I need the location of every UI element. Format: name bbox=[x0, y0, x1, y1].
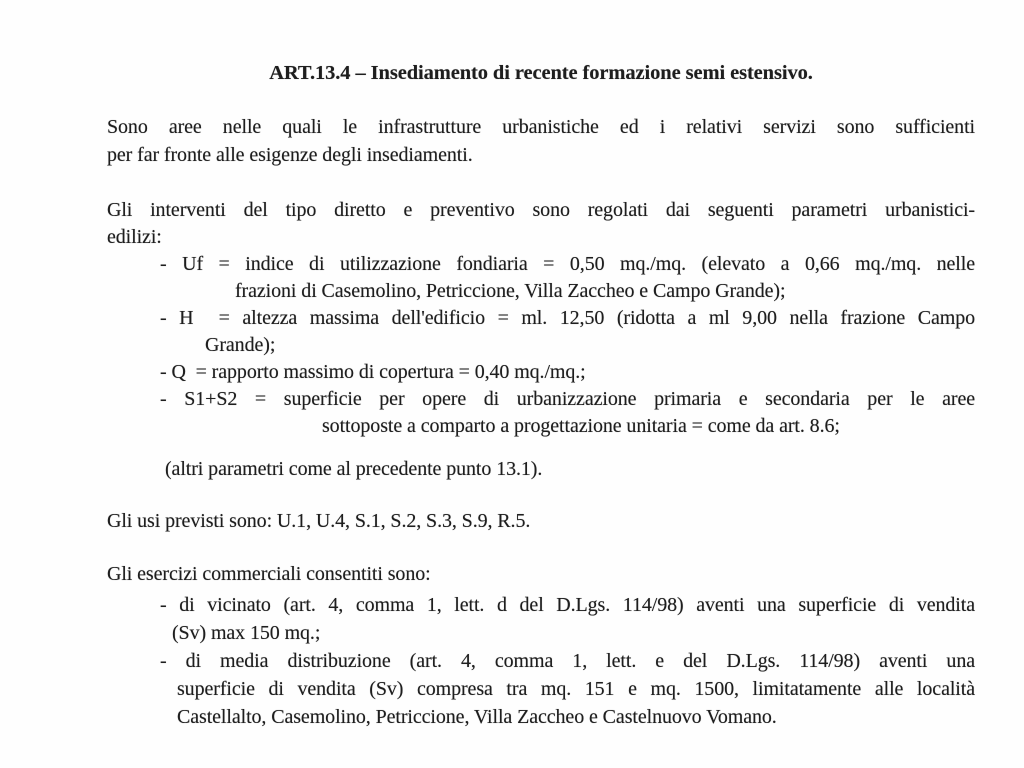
intro-line-2: per far fronte alle esigenze degli insediamenti. bbox=[107, 143, 473, 166]
parametri-paragraph bbox=[107, 197, 975, 440]
param-h-line-1: - H = altezza massima dell'edificio = ml. 12,50 (ridotta a ml 9,00 nella frazione Campo bbox=[160, 307, 975, 329]
param-uf-line-1: - Uf = indice di utilizzazione fondiaria = 0,50 mq./mq. (elevato a 0,66 mq./mq. nelle bbox=[160, 253, 975, 275]
param-s1s2-line-1: - S1+S2 = superficie per opere di urbanizzazione primaria e secondaria per le aree bbox=[160, 388, 975, 410]
usi-line: Gli usi previsti sono: U.1, U.4, S.1, S.2, S.3, S.9, R.5. bbox=[107, 510, 531, 532]
param-s1s2-line-2: sottoposte a comparto a progettazione unitaria = come da art. 8.6; bbox=[322, 415, 840, 437]
usi-paragraph bbox=[107, 508, 975, 535]
esercizi-vicinato-line-1: - di vicinato (art. 4, comma 1, lett. d del D.Lgs. 114/98) aventi una superficie di vendita bbox=[160, 594, 975, 616]
param-uf-line-2: frazioni di Casemolino, Petriccione, Villa Zaccheo e Campo Grande); bbox=[235, 280, 786, 302]
esercizi-lead-line: Gli esercizi commerciali consentiti sono: bbox=[107, 563, 431, 585]
esercizi-media-line-2: superficie di vendita (Sv) compresa tra mq. 151 e mq. 1500, limitatamente alle località bbox=[177, 678, 975, 700]
nota-paragraph bbox=[107, 456, 975, 483]
esercizi-media-line-1: - di media distribuzione (art. 4, comma 1, lett. e del D.Lgs. 114/98) aventi una bbox=[160, 650, 975, 672]
esercizi-media-line-3: Castellalto, Casemolino, Petriccione, Villa Zaccheo e Castelnuovo Vomano. bbox=[177, 706, 777, 728]
esercizi-lead-paragraph bbox=[107, 561, 975, 588]
nota-line: (altri parametri come al precedente punto 13.1). bbox=[165, 458, 543, 480]
intro-paragraph bbox=[107, 114, 975, 169]
article-title: ART.13.4 – Insediamento di recente formazione semi estensivo. bbox=[269, 62, 813, 84]
param-h-line-2: Grande); bbox=[205, 334, 276, 356]
esercizi-list bbox=[107, 591, 975, 731]
parametri-lead-line-1: Gli interventi del tipo diretto e preventivo sono regolati dai seguenti parametri urbanistici- bbox=[107, 199, 975, 221]
esercizi-vicinato-line-2: (Sv) max 150 mq.; bbox=[172, 622, 321, 644]
intro-line-1: Sono aree nelle quali le infrastrutture urbanistiche ed i relativi servizi sono sufficienti bbox=[107, 116, 975, 138]
parametri-lead-line-2: edilizi: bbox=[107, 226, 162, 248]
param-q-line: - Q = rapporto massimo di copertura = 0,40 mq./mq.; bbox=[160, 361, 586, 383]
